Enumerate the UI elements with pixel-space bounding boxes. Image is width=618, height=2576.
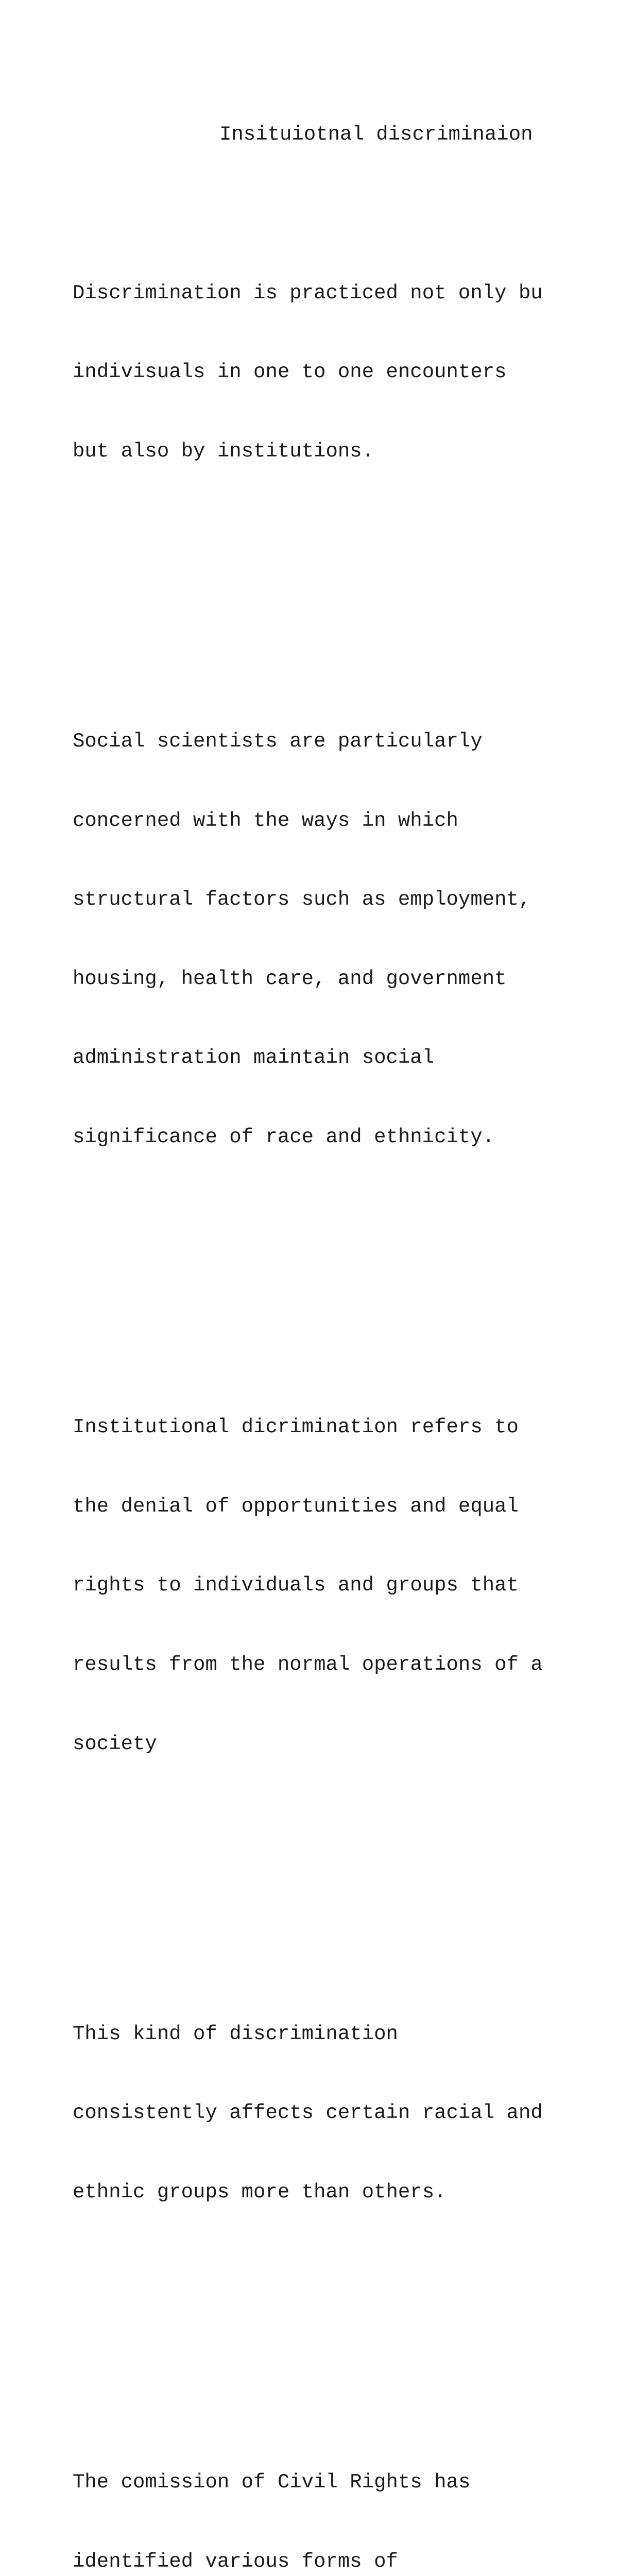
document-title: Insituiotnal discriminaion: [219, 123, 533, 146]
paragraph-line: significance of race and ethnicity.: [73, 1125, 495, 1148]
paragraph-line: structural factors such as employment,: [73, 888, 531, 911]
paragraph-line: concerned with the ways in which: [73, 809, 458, 832]
paragraph-line: Discrimination is practiced not only bu: [73, 281, 543, 304]
paragraph-1: [73, 227, 567, 517]
paragraph-line: the denial of opportunities and equal: [73, 1495, 519, 1518]
paragraph-gap: [73, 1256, 567, 1282]
paragraph-gap: [73, 570, 567, 597]
paragraph-line: society: [73, 1732, 157, 1755]
paragraph-line: Institutional dicrimination refers to: [73, 1416, 519, 1439]
document-body: [73, 69, 567, 2576]
paragraph-line: results from the normal operations of a: [73, 1653, 543, 1676]
paragraph-line: ethnic groups more than others.: [73, 2180, 447, 2204]
paragraph-line: identified various forms of: [73, 2550, 398, 2573]
paragraph-line: but also by institutions.: [73, 439, 374, 463]
paragraph-line: Social scientists are particularly: [73, 730, 483, 753]
paragraph-3: [73, 1362, 567, 1810]
paragraph-line: administration maintain social: [73, 1046, 435, 1070]
paragraph-line: rights to individuals and groups that: [73, 1574, 519, 1597]
paragraph-line: housing, health care, and government: [73, 967, 507, 990]
paragraph-line: consistently affects certain racial and: [73, 2102, 543, 2125]
paragraph-5: [73, 2417, 567, 2576]
paragraph-line: This kind of discrimination: [73, 2022, 398, 2045]
paragraph-line: indivisuals in one to one encounters: [73, 361, 507, 384]
paragraph-line: The comission of Civil Rights has: [73, 2471, 471, 2494]
paragraph-gap: [73, 1863, 567, 1889]
paragraph-4: [73, 1968, 567, 2258]
paragraph-2: [73, 676, 567, 1204]
paragraph-gap: [73, 2311, 567, 2337]
